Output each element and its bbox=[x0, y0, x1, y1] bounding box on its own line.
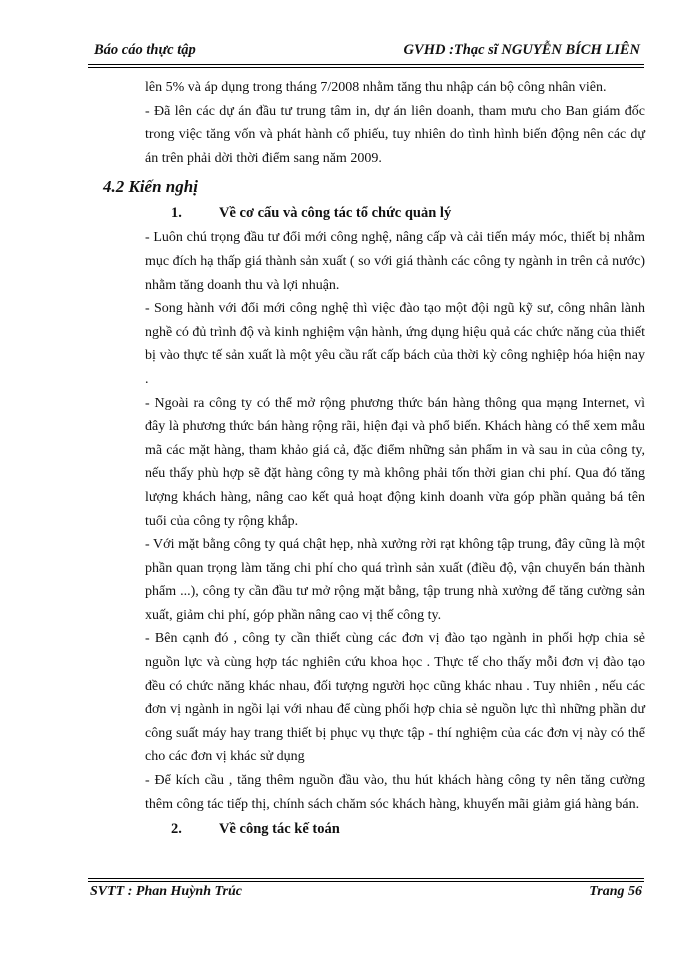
subsection-heading-accounting bbox=[171, 816, 645, 842]
header-advisor: GVHD :Thạc sĩ NGUYỄN BÍCH LIÊN bbox=[403, 42, 640, 58]
paragraph-training: - Song hành với đổi mới công nghệ thì việc đào tạo một đội ngũ kỹ sư, công nhân lành nghề có đủ trình độ và kinh nghiệm vận hành, ứng dụng hiệu quả các chức năng của thiết bị vào thực tế sản xuất là một yêu cầu rất cấp bách của thời kỳ công nghiệp hóa hiện nay . bbox=[145, 301, 645, 387]
footer-page-number: Trang 56 bbox=[589, 884, 642, 899]
footer-rule-second bbox=[88, 881, 644, 882]
paragraph-technology: - Luôn chú trọng đầu tư đổi mới công nghệ, nâng cấp và cải tiến máy móc, thiết bị nhằm mục đích hạ thấp giá thành sản xuất ( so với giá thành các công ty ngành in trên cả nước) nhằm tăng doanh thu và lợi nhuận. bbox=[145, 230, 645, 293]
paragraph-internet-sales: - Ngoài ra công ty có thể mở rộng phương thức bán hàng thông qua mạng Internet, vì đây là phương thức bán hàng rộng rãi, hiện đại và phổ biến. Khách hàng có thể xem mẫu mã các mặt hàng, tham khảo giá cả, đặc điểm những sản phẩm in và sau in của công ty, nếu thấy phù hợp sẽ đặt hàng công ty mà không phải tốn thời gian chi phí. Qua đó tăng lượng khách hàng, nâng cao kết quả hoạt động kinh doanh vừa góp phần quảng bá tên tuổi của công ty rộng khắp. bbox=[145, 395, 645, 529]
subsection-number: 1. bbox=[171, 205, 182, 222]
page-body bbox=[103, 76, 645, 842]
paragraph-marketing: - Để kích cầu , tăng thêm nguồn đầu vào, thu hút khách hàng công ty nên tăng cường thêm công tác tiếp thị, chính sách chăm sóc khách hàng, khuyến mãi giảm giá hàng bán. bbox=[145, 773, 645, 812]
paragraph-projects: - Đã lên các dự án đầu tư trung tâm in, dự án liên doanh, tham mưu cho Ban giám đốc trong việc tăng vốn và phát hành cổ phiếu, tuy nhiên do tình hình biến động nên các dự án trên phải dời thời điểm sang năm 2009. bbox=[145, 103, 645, 166]
page-header bbox=[88, 40, 644, 62]
paragraph-cooperation: - Bên cạnh đó , công ty cần thiết cùng các đơn vị đào tạo ngành in phối hợp chia sẻ nguồn lực và cùng hợp tác nghiên cứu khoa học . Thực tế cho thấy mỗi đơn vị đào tạo đều có chức năng khác nhau, đối tượng người học cũng khác nhau . Tuy nhiên , nếu các đơn vị ngành in ngồi lại với nhau để cùng phối hợp chia sẻ nguồn lực thì những phần dư công suất máy hay trang thiết bị phục vụ thực tập - thí nghiệm của các đơn vị này có thể cho các đơn vị khác sử dụng bbox=[145, 631, 645, 765]
paragraph-salary: lên 5% và áp dụng trong tháng 7/2008 nhằm tăng thu nhập cán bộ công nhân viên. bbox=[145, 80, 607, 95]
subsection-heading-organization bbox=[171, 200, 645, 226]
footer-rule bbox=[88, 878, 644, 879]
header-report-title: Báo cáo thực tập bbox=[94, 42, 196, 58]
header-rule bbox=[88, 64, 644, 65]
subsection-number: 2. bbox=[171, 821, 182, 838]
footer-student: SVTT : Phan Huỳnh Trúc bbox=[90, 884, 242, 899]
subsection-title: Về cơ cấu và công tác tổ chức quản lý bbox=[219, 205, 452, 222]
section-heading-recommendations: 4.2 Kiến nghị bbox=[103, 177, 198, 197]
page-footer bbox=[88, 884, 644, 906]
header-rule-second bbox=[88, 67, 644, 68]
paragraph-premises: - Với mặt bằng công ty quá chật hẹp, nhà xưởng rời rạt không tập trung, đây cũng là một phần quan trọng làm tăng chi phí cho quá trình sản xuất (điều độ, vận chuyển bán thành phẩm ...), công ty cần đầu tư mở rộng mặt bằng, tập trung nhà xưởng để tăng cường sản xuất, giảm chi phí, góp phần nâng cao vị thế công ty. bbox=[145, 537, 645, 623]
subsection-title: Về công tác kế toán bbox=[219, 821, 340, 838]
